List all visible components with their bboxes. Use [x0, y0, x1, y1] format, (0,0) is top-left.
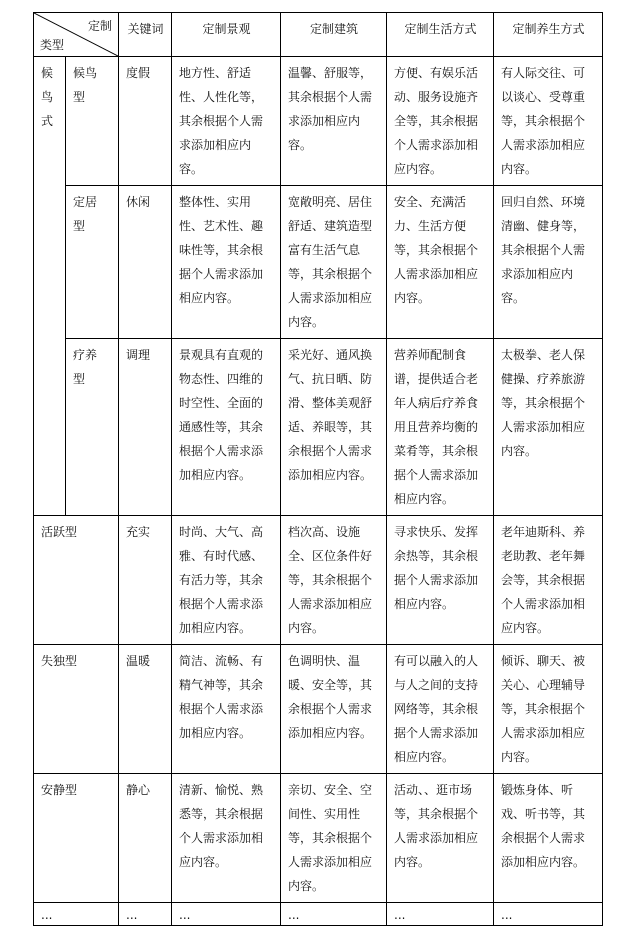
group-label-text: 候 鸟 式: [41, 66, 54, 128]
corner-top-label: 定制: [87, 19, 112, 33]
row-type: 安静型: [34, 774, 119, 903]
row-lifestyle: 营养师配制食谱，提供适合老年人病后疗养食用且营养均衡的菜肴等，其余根据个人需求添加相应内容。: [387, 339, 494, 516]
header-landscape: 定制景观: [172, 13, 281, 57]
table-row: [34, 774, 603, 903]
row-wellness: 老年迪斯科、养老助教、老年舞会等，其余根据个人需求添加相应内容。: [494, 516, 603, 645]
row-type: [66, 186, 119, 339]
row-landscape: 时尚、大气、高雅、有时代感、有活力等，其余根据个人需求添加相应内容。: [172, 516, 281, 645]
header-wellness: 定制养生方式: [494, 13, 603, 57]
header-row: [34, 13, 603, 57]
group-label-migratory: [34, 57, 66, 516]
header-keyword: 关键词: [119, 13, 172, 57]
row-lifestyle: 安全、充满活力、生活方便等，其余根据个人需求添加相应内容。: [387, 186, 494, 339]
row-architecture: 温馨、舒服等，其余根据个人需求添加相应内容。: [281, 57, 387, 186]
row-lifestyle: 方便、有娱乐活动、服务设施齐全等，其余根据个人需求添加相应内容。: [387, 57, 494, 186]
ellipsis-cell: ...: [494, 903, 603, 926]
ellipsis-cell: ...: [34, 903, 119, 926]
corner-bottom-label: 类型: [40, 38, 65, 52]
row-landscape: 清新、愉悦、熟悉等，其余根据个人需求添加相应内容。: [172, 774, 281, 903]
row-type-text: 候鸟 型: [73, 66, 98, 104]
header-lifestyle: 定制生活方式: [387, 13, 494, 57]
row-landscape: 景观具有直观的物态性、四维的时空性、全面的通感性等，其余根据个人需求添加相应内容。: [172, 339, 281, 516]
row-keyword: 休闲: [119, 186, 172, 339]
row-keyword: 温暖: [119, 645, 172, 774]
row-type: [66, 339, 119, 516]
row-architecture: 亲切、安全、空间性、实用性等，其余根据个人需求添加相应内容。: [281, 774, 387, 903]
row-landscape: 简洁、流畅、有精气神等，其余根据个人需求添加相应内容。: [172, 645, 281, 774]
table-row: [34, 516, 603, 645]
row-keyword: 充实: [119, 516, 172, 645]
row-landscape: 整体性、实用性、艺术性、趣味性等，其余根据个人需求添加相应内容。: [172, 186, 281, 339]
row-architecture: 色调明快、温暖、安全等，其余根据个人需求添加相应内容。: [281, 645, 387, 774]
row-type-text: 定居 型: [73, 195, 98, 233]
row-lifestyle: 寻求快乐、发挥余热等，其余根据个人需求添加相应内容。: [387, 516, 494, 645]
table-row: [34, 186, 603, 339]
row-architecture: 档次高、设施全、区位条件好等，其余根据个人需求添加相应内容。: [281, 516, 387, 645]
row-wellness: 锻炼身体、听戏、听书等，其余根据个人需求添加相应内容。: [494, 774, 603, 903]
row-type: 失独型: [34, 645, 119, 774]
row-keyword: 静心: [119, 774, 172, 903]
row-type: [66, 57, 119, 186]
row-keyword: 调理: [119, 339, 172, 516]
row-architecture: 采光好、通风换气、抗日晒、防滑、整体美观舒适、养眼等，其余根据个人需求添加相应内容。: [281, 339, 387, 516]
ellipsis-cell: ...: [281, 903, 387, 926]
row-lifestyle: 有可以融入的人与人之间的支持网络等，其余根据个人需求添加相应内容。: [387, 645, 494, 774]
row-type-text: 疗养 型: [73, 348, 98, 386]
table-row: [34, 339, 603, 516]
ellipsis-row: [34, 903, 603, 926]
row-lifestyle: 活动、、逛市场等，其余根据个人需求添加相应内容。: [387, 774, 494, 903]
custom-elderly-lifestyle-table: [33, 12, 603, 926]
row-landscape: 地方性、舒适性、人性化等，其余根据个人需求添加相应内容。: [172, 57, 281, 186]
row-architecture: 宽敞明亮、居住舒适、建筑造型富有生活气息等，其余根据个人需求添加相应内容。: [281, 186, 387, 339]
ellipsis-cell: ...: [387, 903, 494, 926]
row-type: 活跃型: [34, 516, 119, 645]
row-wellness: 回归自然、环境清幽、健身等，其余根据个人需求添加相应内容。: [494, 186, 603, 339]
ellipsis-cell: ...: [119, 903, 172, 926]
ellipsis-cell: ...: [172, 903, 281, 926]
row-wellness: 太极拳、老人保健操、疗养旅游等，其余根据个人需求添加相应内容。: [494, 339, 603, 516]
header-architecture: 定制建筑: [281, 13, 387, 57]
diagonal-header-cell: [34, 13, 119, 57]
row-keyword: 度假: [119, 57, 172, 186]
row-wellness: 倾诉、聊天、被关心、心理辅导等，其余根据个人需求添加相应内容。: [494, 645, 603, 774]
row-wellness: 有人际交往、可以谈心、受尊重等，其余根据个人需求添加相应内容。: [494, 57, 603, 186]
table-row: [34, 645, 603, 774]
table-row: [34, 57, 603, 186]
